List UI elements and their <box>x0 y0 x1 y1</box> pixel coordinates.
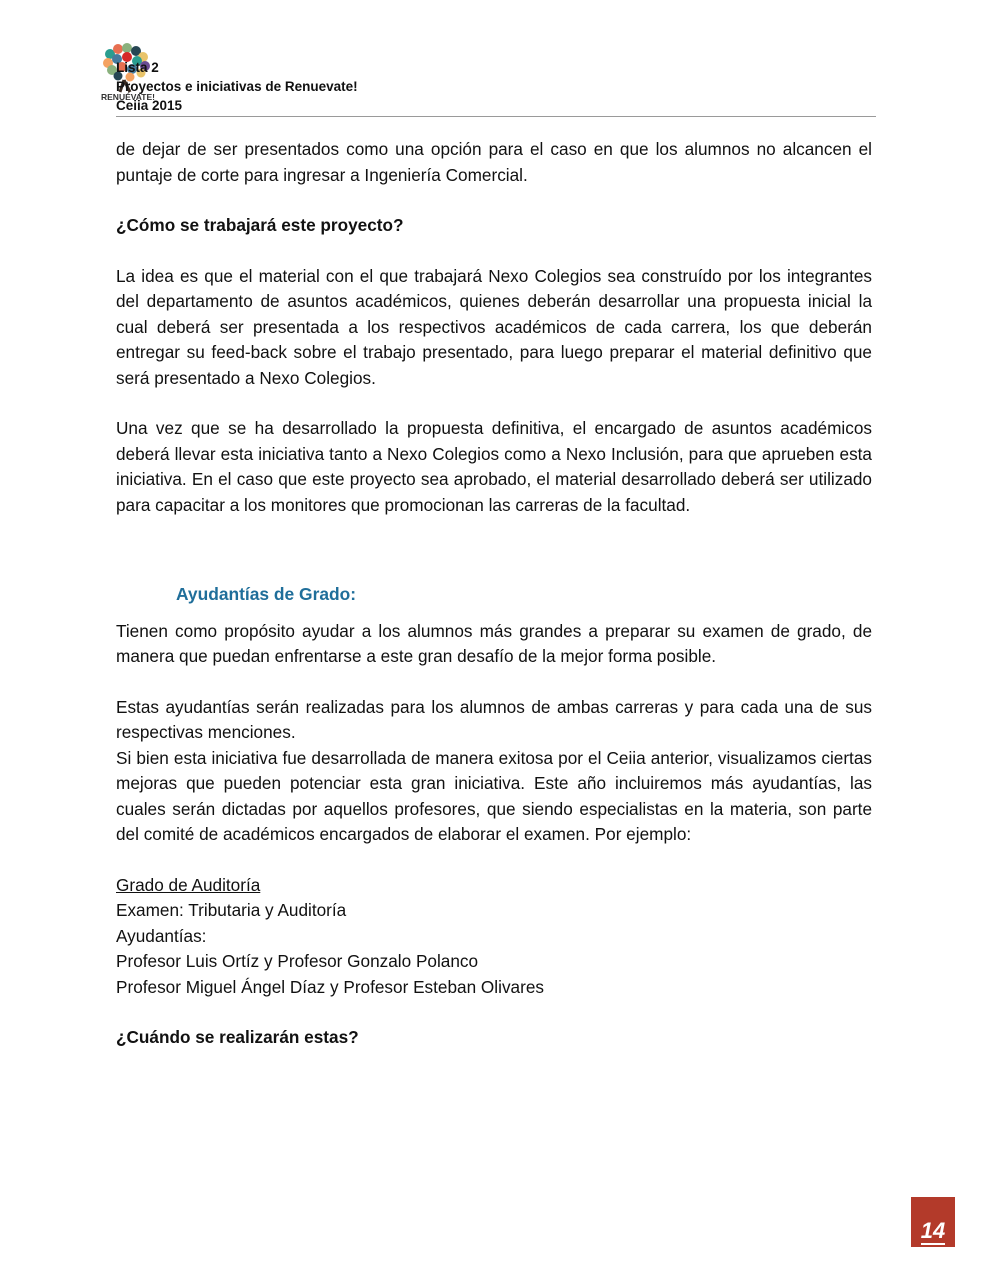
paragraph: Una vez que se ha desarrollado la propuesta definitiva, el encargado de asuntos académicos deberá llevar esta iniciativa tanto a Nexo Colegios como a Nexo Inclusión, para que aprueben esta iniciativa. En el caso que este proyecto sea aprobado, el material desarrollado deberá ser utilizado para capacitar a los monitores que promocionan las carreras de la facultad. <box>116 418 872 515</box>
paragraph: Si bien esta iniciativa fue desarrollada de manera exitosa por el Ceiia anterior, visualizamos ciertas mejoras que pueden potenciar esta gran iniciativa. Este año incluiremos más ayudantías, las cuales serán dictadas por aquellos profesores, que siendo especialistas en la materia, son parte del comité de académicos encargados de elaborar el examen. Por ejemplo: <box>116 747 872 844</box>
header-title: Proyectos e iniciativas de Renuevate! <box>116 79 358 94</box>
page-number-badge <box>911 1197 955 1247</box>
example-line: Profesor Luis Ortíz y Profesor Gonzalo Polanco <box>116 951 479 971</box>
example-line: Examen: Tributaria y Auditoría <box>116 900 347 920</box>
header-year: Ceiia 2015 <box>116 98 183 113</box>
question-heading: ¿Cómo se trabajará este proyecto? <box>116 215 404 235</box>
paragraph: Estas ayudantías serán realizadas para los alumnos de ambas carreras y para cada una de sus respectivas menciones. <box>116 696 872 742</box>
paragraph: de dejar de ser presentados como una opción para el caso en que los alumnos no alcancen el puntaje de corte para ingresar a Ingeniería Comercial. <box>116 139 872 185</box>
header-divider <box>116 116 876 117</box>
example-title: Grado de Auditoría <box>116 874 261 895</box>
example-line: Ayudantías: <box>116 925 207 946</box>
paragraph: La idea es que el material con el que trabajará Nexo Colegios sea construído por los integrantes del departamento de asuntos académicos, quienes deberán desarrollar una propuesta inicial la cual deberá ser presentada a los respectivos académicos de cada carrera, los que deberán entregar su feed-back sobre el trabajo presentado, para luego preparar el material definitivo que será presentado a Nexo Colegios. <box>116 265 872 388</box>
example-line: Profesor Miguel Ángel Díaz y Profesor Esteban Olivares <box>116 976 544 997</box>
section-title: Ayudantías de Grado: <box>176 584 357 604</box>
logo-text: RENUÉVATE! <box>101 92 155 102</box>
header-list: Lista 2 <box>116 60 159 75</box>
page-number: 14 <box>920 1218 946 1243</box>
document-body <box>116 137 872 1051</box>
question-heading: ¿Cuándo se realizarán estas? <box>116 1027 359 1047</box>
paragraph: Tienen como propósito ayudar a los alumnos más grandes a preparar su examen de grado, de manera que puedan enfrentarse a este gran desafío de la mejor forma posible. <box>116 620 872 666</box>
page-header <box>101 58 876 115</box>
